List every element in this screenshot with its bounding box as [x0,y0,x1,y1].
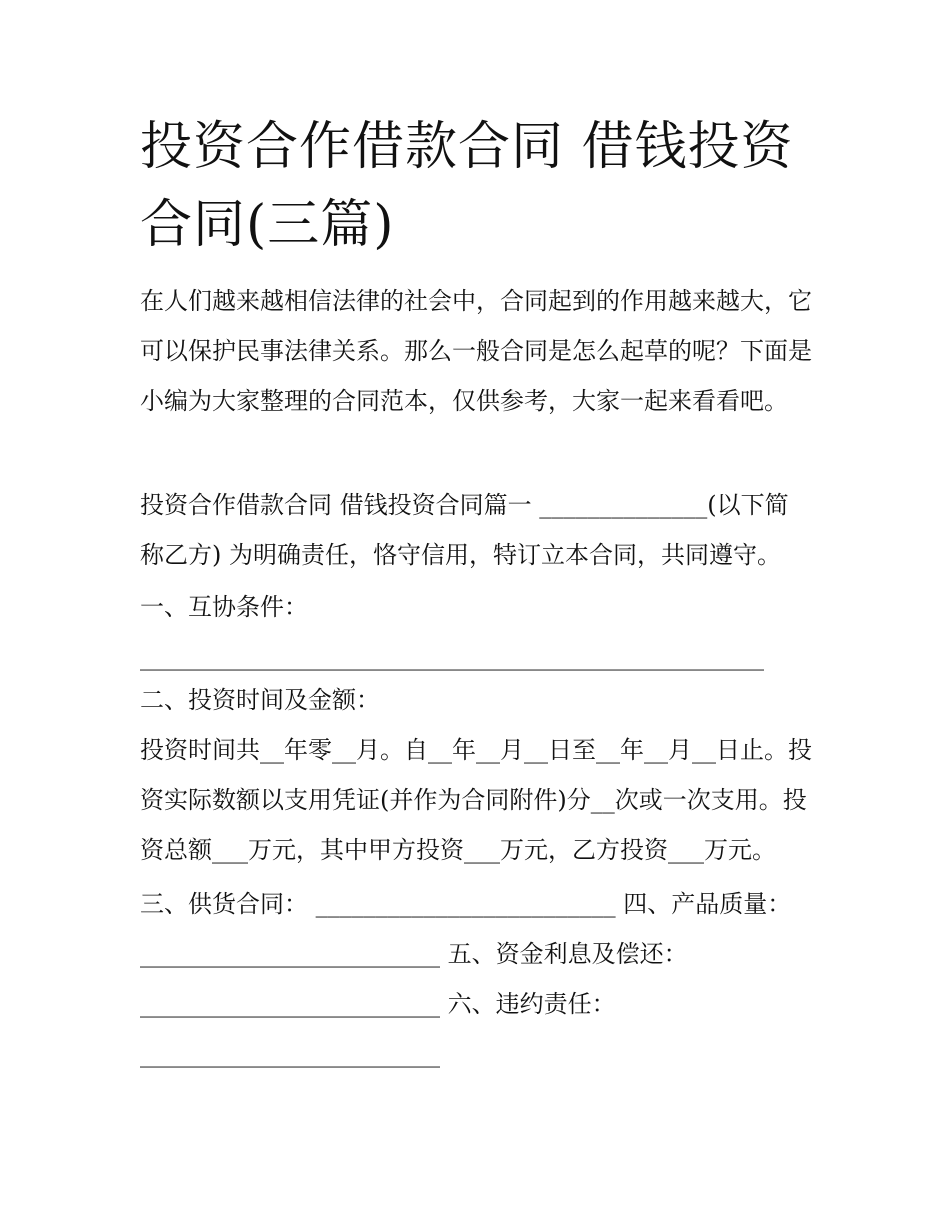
clause-two: 二、投资时间及金额： 投资时间共__年零__月。自__年__月__日至__年__月__日止。投资实际数额以支用凭证(并作为合同附件)分__次或一次支用。投资总额___万元，其中甲方投资___万元，乙方投资___万元。 [140,686,812,864]
section-one-paragraph: 投资合作借款合同 借钱投资合同篇一 ______________(以下简称乙方) 为明确责任，恪守信用，特订立本合同，共同遵守。 [140,491,789,569]
document-title: 投资合作借款合同 借钱投资合同(三篇) [140,117,794,255]
clause-three-to-six: 三、供货合同： _________________________ 四、产品质量： _________________________ 五、资金利息及偿还： _________________________ 六、违约责任： _________________________ [140,890,792,1068]
clause-one: 一、互协条件： ____________________________________________________ [140,593,764,671]
intro-paragraph: 在人们越来越相信法律的社会中，合同起到的作用越来越大，它可以保护民事法律关系。那么一般合同是怎么起草的呢？下面是小编为大家整理的合同范本，仅供参考，大家一起来看看吧。 [140,287,812,415]
